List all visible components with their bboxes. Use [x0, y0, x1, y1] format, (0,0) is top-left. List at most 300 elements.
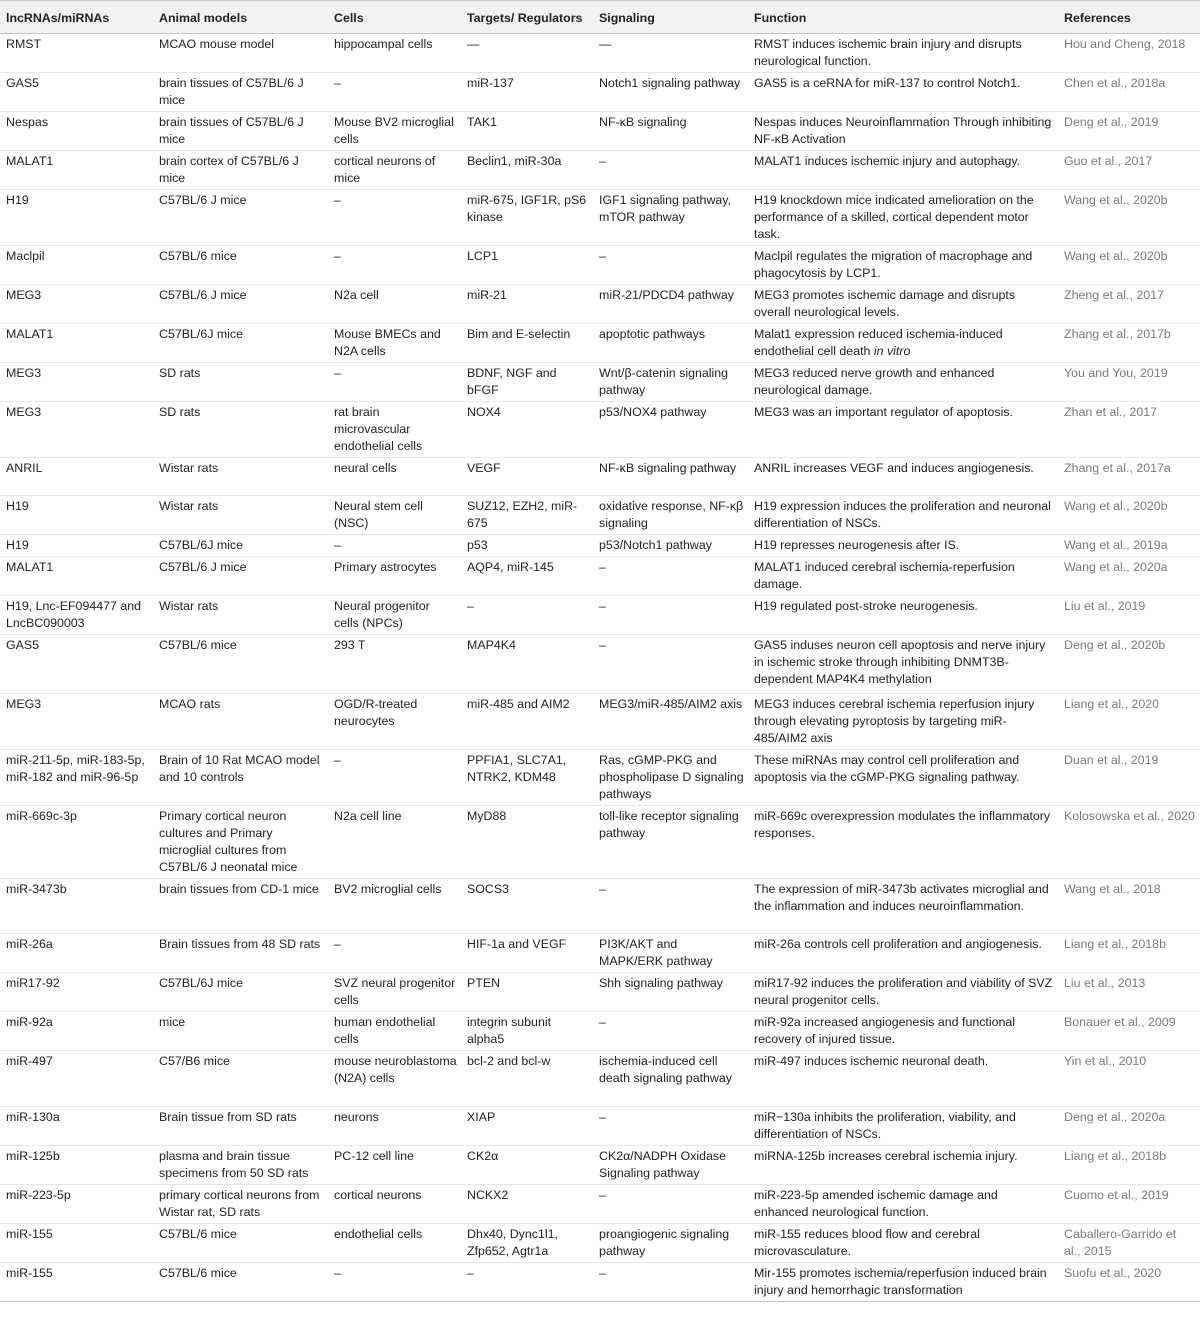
cell-animal-model-text: Wistar rats: [159, 461, 219, 475]
cell-animal-model: [153, 596, 328, 635]
cell-cells-text: SVZ neural progenitor cells: [334, 976, 456, 1007]
cell-function-text: Mir-155 promotes ischemia/reperfusion induced brain injury and hemorrhagic transformation: [754, 1266, 1047, 1297]
cell-function: [748, 285, 1058, 324]
cell-lncrna-mirna-text: miR-130a: [6, 1110, 60, 1124]
cell-targets: [461, 112, 593, 151]
cell-targets: [461, 324, 593, 363]
cell-function: [748, 557, 1058, 596]
table-row: [0, 363, 1200, 402]
table-row: [0, 973, 1200, 1012]
cell-function-text: miR-223-5p amended ischemic damage and enhanced neurological function.: [754, 1188, 998, 1219]
table-body: [0, 34, 1200, 1302]
cell-lncrna-mirna-text: H19: [6, 193, 29, 207]
cell-targets: [461, 596, 593, 635]
cell-targets: [461, 1146, 593, 1185]
cell-lncrna-mirna-text: MEG3: [6, 288, 42, 302]
cell-targets-text: TAK1: [467, 115, 498, 129]
cell-function: [748, 402, 1058, 458]
cell-animal-model: [153, 934, 328, 973]
cell-cells-text: neural cells: [334, 461, 397, 475]
cell-targets: [461, 1185, 593, 1224]
table-row: [0, 694, 1200, 750]
cell-reference-text: Cuomo et al., 2019: [1064, 1188, 1169, 1202]
cell-lncrna-mirna: [0, 750, 153, 806]
cell-function-text: ANRIL increases VEGF and induces angiogenesis.: [754, 461, 1034, 475]
cell-function: [748, 1263, 1058, 1302]
cell-animal-model: [153, 973, 328, 1012]
cell-cells: [328, 324, 461, 363]
table-header: [0, 1, 1200, 34]
cell-targets-text: –: [467, 1266, 474, 1280]
cell-animal-model-text: SD rats: [159, 405, 201, 419]
cell-cells: [328, 934, 461, 973]
cell-function: [748, 73, 1058, 112]
cell-lncrna-mirna: [0, 1012, 153, 1051]
cell-reference: [1058, 112, 1200, 151]
cell-signaling: [593, 324, 748, 363]
cell-lncrna-mirna-text: MALAT1: [6, 154, 54, 168]
cell-signaling-text: –: [599, 1188, 606, 1202]
cell-animal-model: [153, 496, 328, 535]
cell-signaling: [593, 1224, 748, 1263]
cell-animal-model-text: Brain tissue from SD rats: [159, 1110, 297, 1124]
cell-reference-text: Deng et al., 2019: [1064, 115, 1159, 129]
cell-animal-model-text: SD rats: [159, 366, 201, 380]
table-row: [0, 324, 1200, 363]
cell-lncrna-mirna-text: miR-669c-3p: [6, 809, 77, 823]
table-row: [0, 402, 1200, 458]
cell-animal-model-text: C57BL/6 J mice: [159, 288, 247, 302]
cell-targets-text: PPFIA1, SLC7A1, NTRK2, KDM48: [467, 753, 567, 784]
cell-signaling: [593, 246, 748, 285]
cell-cells: [328, 694, 461, 750]
cell-signaling: [593, 1051, 748, 1107]
cell-lncrna-mirna: [0, 1185, 153, 1224]
cell-cells: [328, 363, 461, 402]
table-row: [0, 285, 1200, 324]
cell-targets: [461, 1051, 593, 1107]
cell-animal-model-text: brain tissues of C57BL/6 J mice: [159, 76, 304, 107]
cell-cells-text: –: [334, 249, 341, 263]
cell-cells: [328, 1012, 461, 1051]
cell-reference-text: Wang et al., 2020b: [1064, 193, 1168, 207]
cell-signaling: [593, 190, 748, 246]
cell-function: [748, 596, 1058, 635]
cell-function-text: miR-497 induces ischemic neuronal death.: [754, 1054, 989, 1068]
table-row: [0, 557, 1200, 596]
header-animal-models: Animal models: [159, 11, 248, 25]
cell-animal-model: [153, 190, 328, 246]
cell-function-italic: in vitro: [873, 344, 911, 358]
cell-animal-model-text: C57BL/6 J mice: [159, 193, 247, 207]
cell-signaling: [593, 363, 748, 402]
cell-lncrna-mirna: [0, 190, 153, 246]
cell-function: [748, 806, 1058, 879]
cell-lncrna-mirna: [0, 1107, 153, 1146]
cell-lncrna-mirna: [0, 596, 153, 635]
cell-targets: [461, 402, 593, 458]
cell-cells-text: N2a cell line: [334, 809, 402, 823]
cell-animal-model: [153, 557, 328, 596]
cell-reference: [1058, 806, 1200, 879]
cell-lncrna-mirna: [0, 112, 153, 151]
cell-cells-text: –: [334, 193, 341, 207]
cell-function-text: MEG3 was an important regulator of apoptosis.: [754, 405, 1013, 419]
cell-targets-text: MAP4K4: [467, 638, 516, 652]
cell-lncrna-mirna-text: miR-211-5p, miR-183-5p, miR-182 and miR-96-5p: [6, 753, 145, 784]
table-row: [0, 879, 1200, 934]
cell-animal-model-text: C57BL/6 J mice: [159, 560, 247, 574]
cell-targets: [461, 973, 593, 1012]
cell-lncrna-mirna-text: miR-155: [6, 1227, 53, 1241]
cell-function-text: miRNA-125b increases cerebral ischemia injury.: [754, 1149, 1018, 1163]
cell-animal-model: [153, 635, 328, 694]
cell-animal-model: [153, 402, 328, 458]
cell-reference: [1058, 1107, 1200, 1146]
cell-reference-text: Wang et al., 2020b: [1064, 249, 1168, 263]
cell-function: [748, 1107, 1058, 1146]
cell-targets-text: miR-137: [467, 76, 514, 90]
cell-cells-text: –: [334, 538, 341, 552]
cell-reference-text: Wang et al., 2018: [1064, 882, 1161, 896]
cell-signaling: [593, 694, 748, 750]
cell-signaling: [593, 34, 748, 73]
table-row: [0, 190, 1200, 246]
cell-signaling-text: toll-like receptor signaling pathway: [599, 809, 739, 840]
cell-animal-model-text: C57BL/6J mice: [159, 538, 244, 552]
table-row: [0, 635, 1200, 694]
cell-animal-model: [153, 324, 328, 363]
cell-lncrna-mirna-text: miR-125b: [6, 1149, 60, 1163]
cell-animal-model: [153, 1051, 328, 1107]
table-row: [0, 1224, 1200, 1263]
cell-cells-text: hippocampal cells: [334, 37, 433, 51]
cell-signaling-text: –: [599, 638, 606, 652]
cell-targets: [461, 557, 593, 596]
cell-targets: [461, 363, 593, 402]
cell-lncrna-mirna: [0, 1051, 153, 1107]
cell-reference: [1058, 496, 1200, 535]
cell-cells: [328, 879, 461, 934]
cell-signaling: [593, 1012, 748, 1051]
cell-signaling-text: oxidative response, NF-κβ signaling: [599, 499, 744, 530]
cell-cells: [328, 402, 461, 458]
cell-targets-text: NOX4: [467, 405, 501, 419]
cell-lncrna-mirna-text: miR-155: [6, 1266, 53, 1280]
cell-animal-model: [153, 363, 328, 402]
cell-function-text: Nespas induces Neuroinflammation Through inhibiting NF-κB Activation: [754, 115, 1052, 146]
cell-targets-text: miR-21: [467, 288, 507, 302]
cell-animal-model-text: Wistar rats: [159, 499, 219, 513]
cell-function: [748, 1051, 1058, 1107]
cell-function-text: miR−130a inhibits the proliferation, viability, and differentiation of NSCs.: [754, 1110, 1016, 1141]
cell-function-text: RMST induces ischemic brain injury and disrupts neurological function.: [754, 37, 1022, 68]
table-row: [0, 1107, 1200, 1146]
cell-animal-model-text: C57BL/6J mice: [159, 976, 244, 990]
cell-reference-text: Chen et al., 2018a: [1064, 76, 1166, 90]
cell-reference-text: Liang et al., 2018b: [1064, 1149, 1166, 1163]
cell-function-text: H19 knockdown mice indicated amelioration on the performance of a skilled, cortical dependent motor task.: [754, 193, 1034, 241]
cell-reference-text: Liang et al., 2020: [1064, 697, 1160, 711]
cell-reference: [1058, 1185, 1200, 1224]
cell-targets-text: Beclin1, miR-30a: [467, 154, 562, 168]
table-row: [0, 34, 1200, 73]
cell-animal-model-text: C57BL/6J mice: [159, 327, 244, 341]
cell-signaling-text: p53/NOX4 pathway: [599, 405, 707, 419]
cell-reference: [1058, 596, 1200, 635]
cell-reference-text: Deng et al., 2020a: [1064, 1110, 1166, 1124]
cell-reference-text: You and You, 2019: [1064, 366, 1168, 380]
cell-signaling-text: –: [599, 560, 606, 574]
cell-targets-text: Bim and E-selectin: [467, 327, 571, 341]
cell-lncrna-mirna: [0, 1263, 153, 1302]
cell-cells-text: –: [334, 1266, 341, 1280]
table-row: [0, 1263, 1200, 1302]
cell-targets: [461, 535, 593, 557]
cell-targets: [461, 1107, 593, 1146]
cell-cells: [328, 1185, 461, 1224]
table-row: [0, 934, 1200, 973]
cell-signaling: [593, 973, 748, 1012]
cell-lncrna-mirna: [0, 285, 153, 324]
cell-cells-text: –: [334, 937, 341, 951]
cell-reference-text: Kolosowska et al., 2020: [1064, 809, 1195, 823]
cell-function-text: MEG3 induces cerebral ischemia reperfusion injury through elevating pyroptosis by targeting miR-485/AIM2 axis: [754, 697, 1035, 745]
cell-targets: [461, 1012, 593, 1051]
cell-function-text: miR17-92 induces the proliferation and viability of SVZ neural progenitor cells.: [754, 976, 1053, 1007]
cell-reference: [1058, 190, 1200, 246]
cell-animal-model: [153, 151, 328, 190]
cell-targets-text: SUZ12, EZH2, miR-675: [467, 499, 578, 530]
cell-targets: [461, 190, 593, 246]
cell-reference-text: Wang et al., 2020a: [1064, 560, 1168, 574]
cell-reference-text: Suofu et al., 2020: [1064, 1266, 1162, 1280]
cell-signaling: [593, 402, 748, 458]
cell-lncrna-mirna-text: miR-3473b: [6, 882, 67, 896]
cell-lncrna-mirna: [0, 402, 153, 458]
cell-animal-model: [153, 806, 328, 879]
cell-reference-text: Zhang et al., 2017b: [1064, 327, 1171, 341]
cell-signaling-text: IGF1 signaling pathway, mTOR pathway: [599, 193, 732, 224]
cell-targets: [461, 34, 593, 73]
cell-cells: [328, 1051, 461, 1107]
cell-signaling: [593, 1146, 748, 1185]
header-signaling: Signaling: [599, 11, 655, 25]
table-row: [0, 151, 1200, 190]
cell-reference: [1058, 324, 1200, 363]
cell-targets-text: Dhx40, Dync1l1, Zfp652, Agtr1a: [467, 1227, 558, 1258]
cell-lncrna-mirna-text: H19: [6, 538, 29, 552]
header-row: [0, 1, 1200, 34]
cell-cells: [328, 535, 461, 557]
cell-cells-text: –: [334, 366, 341, 380]
cell-animal-model-text: C57BL/6 mice: [159, 249, 237, 263]
table-row: [0, 806, 1200, 879]
cell-lncrna-mirna: [0, 324, 153, 363]
cell-targets-text: miR-675, IGF1R, pS6 kinase: [467, 193, 587, 224]
cell-signaling: [593, 496, 748, 535]
cell-reference-text: Duan et al., 2019: [1064, 753, 1159, 767]
cell-function: [748, 635, 1058, 694]
cell-signaling: [593, 1185, 748, 1224]
cell-reference-text: Caballero-Garrido et al., 2015: [1064, 1227, 1177, 1258]
cell-targets-text: BDNF, NGF and bFGF: [467, 366, 557, 397]
cell-signaling-text: –: [599, 1266, 606, 1280]
cell-lncrna-mirna: [0, 934, 153, 973]
cell-function-text: MALAT1 induced cerebral ischemia-reperfusion damage.: [754, 560, 1015, 591]
cell-function-text: MEG3 promotes ischemic damage and disrupts overall neurological levels.: [754, 288, 1016, 319]
cell-animal-model-text: mice: [159, 1015, 186, 1029]
cell-signaling: [593, 285, 748, 324]
cell-reference: [1058, 285, 1200, 324]
cell-lncrna-mirna: [0, 246, 153, 285]
table-row: [0, 246, 1200, 285]
cell-reference: [1058, 694, 1200, 750]
table-row: [0, 112, 1200, 151]
cell-lncrna-mirna-text: H19, Lnc-EF094477 and LncBC090003: [6, 599, 142, 630]
cell-function: [748, 112, 1058, 151]
cell-reference: [1058, 34, 1200, 73]
cell-signaling-text: CK2α/NADPH Oxidase Signaling pathway: [599, 1149, 726, 1180]
cell-signaling-text: —: [599, 37, 612, 51]
cell-reference-text: Deng et al., 2020b: [1064, 638, 1166, 652]
cell-signaling: [593, 73, 748, 112]
cell-animal-model: [153, 73, 328, 112]
cell-signaling-text: Wnt/β-catenin signaling pathway: [599, 366, 729, 397]
cell-targets-text: NCKX2: [467, 1188, 509, 1202]
cell-function-text: GAS5 is a ceRNA for miR-137 to control Notch1.: [754, 76, 1021, 90]
cell-signaling-text: Notch1 signaling pathway: [599, 76, 741, 90]
header-lncrnas-mirnas: lncRNAs/miRNAs: [6, 11, 110, 25]
cell-targets-text: integrin subunit alpha5: [467, 1015, 552, 1046]
cell-lncrna-mirna: [0, 535, 153, 557]
cell-cells-text: BV2 microglial cells: [334, 882, 442, 896]
cell-cells: [328, 151, 461, 190]
table-row: [0, 1146, 1200, 1185]
cell-function: [748, 1012, 1058, 1051]
cell-lncrna-mirna-text: MEG3: [6, 697, 42, 711]
cell-targets: [461, 635, 593, 694]
header-targets-regulators: Targets/ Regulators: [467, 11, 583, 25]
cell-cells-text: Primary astrocytes: [334, 560, 437, 574]
cell-targets-text: p53: [467, 538, 488, 552]
cell-reference: [1058, 1012, 1200, 1051]
cell-targets: [461, 73, 593, 112]
cell-cells-text: neurons: [334, 1110, 379, 1124]
cell-function-text: Malat1 expression reduced ischemia-induced endothelial cell death: [754, 327, 1003, 358]
cell-cells-text: –: [334, 753, 341, 767]
cell-function: [748, 535, 1058, 557]
header-function: Function: [754, 11, 807, 25]
cell-targets-text: VEGF: [467, 461, 501, 475]
cell-lncrna-mirna-text: MEG3: [6, 405, 42, 419]
cell-cells: [328, 496, 461, 535]
cell-cells: [328, 1263, 461, 1302]
cell-function-text: miR-26a controls cell proliferation and angiogenesis.: [754, 937, 1042, 951]
cell-targets: [461, 151, 593, 190]
cell-function: [748, 934, 1058, 973]
cell-cells-text: Mouse BV2 microglial cells: [334, 115, 454, 146]
cell-cells: [328, 973, 461, 1012]
cell-targets-text: –: [467, 599, 474, 613]
cell-lncrna-mirna: [0, 496, 153, 535]
cell-reference: [1058, 934, 1200, 973]
cell-lncrna-mirna-text: MALAT1: [6, 327, 54, 341]
cell-animal-model: [153, 458, 328, 496]
cell-cells: [328, 190, 461, 246]
cell-function-text: miR-92a increased angiogenesis and functional recovery of injured tissue.: [754, 1015, 1016, 1046]
cell-function: [748, 246, 1058, 285]
cell-signaling-text: apoptotic pathways: [599, 327, 706, 341]
cell-cells: [328, 750, 461, 806]
table-row: [0, 535, 1200, 557]
cell-animal-model: [153, 285, 328, 324]
cell-targets: [461, 458, 593, 496]
cell-animal-model: [153, 879, 328, 934]
cell-reference: [1058, 151, 1200, 190]
cell-animal-model: [153, 694, 328, 750]
cell-lncrna-mirna: [0, 694, 153, 750]
cell-function-text: The expression of miR-3473b activates microglial and the inflammation and induces neuroinflammation.: [754, 882, 1049, 913]
header-cells: Cells: [334, 11, 364, 25]
cell-animal-model-text: C57/B6 mice: [159, 1054, 230, 1068]
cell-function: [748, 1185, 1058, 1224]
cell-lncrna-mirna-text: MALAT1: [6, 560, 54, 574]
cell-targets: [461, 879, 593, 934]
cell-signaling-text: ischemia-induced cell death signaling pathway: [599, 1054, 732, 1085]
cell-reference-text: Liu et al., 2013: [1064, 976, 1146, 990]
cell-animal-model: [153, 1185, 328, 1224]
cell-function: [748, 151, 1058, 190]
cell-function: [748, 324, 1058, 363]
cell-signaling: [593, 112, 748, 151]
cell-targets-text: HIF-1a and VEGF: [467, 937, 567, 951]
cell-function: [748, 973, 1058, 1012]
cell-reference-text: Zhan et al., 2017: [1064, 405, 1157, 419]
cell-animal-model: [153, 112, 328, 151]
cell-function: [748, 1146, 1058, 1185]
cell-cells: [328, 635, 461, 694]
cell-lncrna-mirna-text: RMST: [6, 37, 42, 51]
cell-function: [748, 750, 1058, 806]
cell-signaling: [593, 934, 748, 973]
cell-lncrna-mirna: [0, 635, 153, 694]
cell-reference-text: Zheng et al., 2017: [1064, 288, 1164, 302]
cell-signaling-text: –: [599, 1015, 606, 1029]
cell-reference: [1058, 973, 1200, 1012]
cell-lncrna-mirna-text: Maclpil: [6, 249, 45, 263]
table-row: [0, 1012, 1200, 1051]
cell-targets: [461, 496, 593, 535]
table-row: [0, 1051, 1200, 1107]
cell-targets: [461, 806, 593, 879]
cell-lncrna-mirna-text: GAS5: [6, 76, 40, 90]
cell-targets-text: PTEN: [467, 976, 501, 990]
cell-targets-text: AQP4, miR-145: [467, 560, 554, 574]
cell-function: [748, 1224, 1058, 1263]
cell-targets-text: LCP1: [467, 249, 498, 263]
cell-lncrna-mirna: [0, 34, 153, 73]
cell-reference-text: Hou and Cheng, 2018: [1064, 37, 1186, 51]
cell-cells-text: 293 T: [334, 638, 366, 652]
cell-cells-text: cortical neurons of mice: [334, 154, 436, 185]
cell-reference: [1058, 557, 1200, 596]
cell-function-text: H19 regulated post-stroke neurogenesis.: [754, 599, 978, 613]
cell-lncrna-mirna: [0, 1224, 153, 1263]
cell-lncrna-mirna-text: miR-26a: [6, 937, 53, 951]
cell-function-text: miR-155 reduces blood flow and cerebral microvasculature.: [754, 1227, 980, 1258]
cell-animal-model-text: brain tissues from CD-1 mice: [159, 882, 319, 896]
